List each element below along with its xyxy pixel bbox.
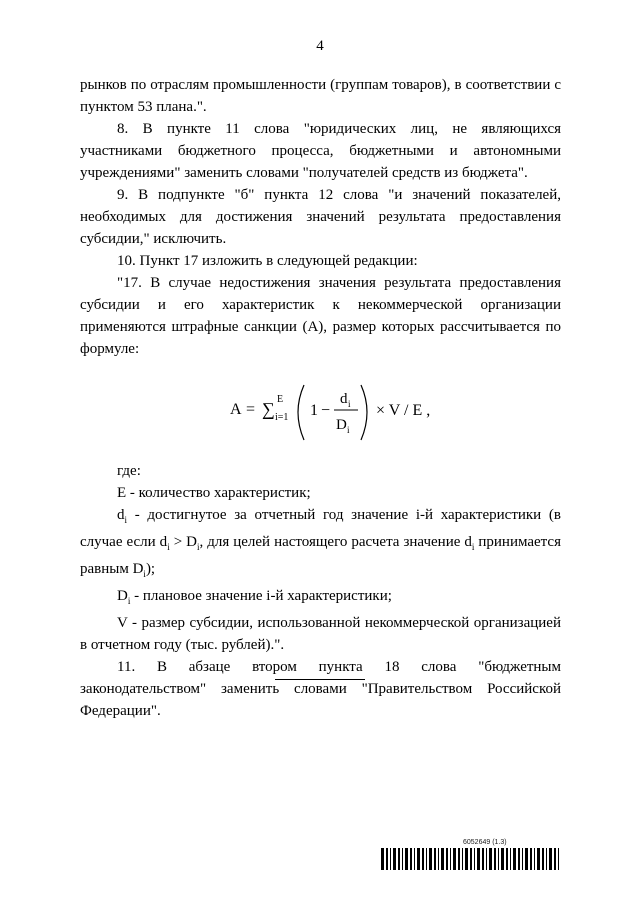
barcode-bar <box>482 848 484 870</box>
barcode-bar <box>390 848 391 870</box>
document-code: 6052649 (1.3) <box>463 839 507 846</box>
formula-left-paren <box>298 385 304 440</box>
end-separator-line <box>275 679 365 680</box>
formula-equals: = <box>246 401 256 418</box>
paragraph-where: где: <box>117 463 141 479</box>
barcode-bar <box>525 848 528 870</box>
def-dplan-text: - плановое значение i-й характеристики; <box>130 588 392 604</box>
barcode-bar <box>522 848 523 870</box>
document-body <box>80 74 561 722</box>
paragraph-item-8: 8. В пункте 11 слова "юридических лиц, не являющихся участниками бюджетного процесса, бюджетными и автономными учреждениями" заменить словами "получателей средств из бюджета". <box>80 121 561 181</box>
barcode-bar <box>470 848 472 870</box>
formula-sum-lower: i=1 <box>275 412 289 423</box>
def-d-text-5: ); <box>145 561 156 577</box>
paragraph-def-v: V - размер субсидии, использованной некоммерческой организацией в отчетном году (тыс. рублей).". <box>80 615 561 653</box>
def-d-sub-5: i <box>143 569 146 579</box>
barcode-bar <box>501 848 504 870</box>
barcode <box>381 848 561 870</box>
barcode-bar <box>554 848 556 870</box>
barcode-bar <box>414 848 415 870</box>
formula-lhs: A <box>230 401 242 418</box>
barcode-bar <box>486 848 487 870</box>
def-d-sub-3: i <box>196 542 200 552</box>
formula-times-ve: × V / E , <box>376 402 431 419</box>
barcode-bar <box>450 848 451 870</box>
formula-one: 1 <box>310 402 318 419</box>
barcode-bar <box>453 848 456 870</box>
barcode-bar <box>506 848 508 870</box>
def-d-sub-4: i <box>471 542 475 552</box>
penalty-formula <box>80 360 561 460</box>
barcode-bar <box>422 848 424 870</box>
def-dplan-symbol: D <box>117 588 128 604</box>
barcode-bar <box>381 848 384 870</box>
paragraph-item-11: 11. В абзаце втором пункта 18 слова "бюджетным законодательством" заменить словами "Правительством Российской Федерации". <box>80 659 561 719</box>
formula-sum-upper: E <box>277 394 284 405</box>
paragraph-item-9: 9. В подпункте "б" пункта 12 слова "и значений показателей, необходимых для достижения значений результата предоставления субсидии," исключить. <box>80 187 561 247</box>
paragraph-continuation: рынков по отраслям промышленности (группам товаров), в соответствии с пунктом 53 плана.". <box>80 77 561 115</box>
barcode-bar <box>513 848 516 870</box>
def-dplan-sub: i <box>127 596 131 606</box>
formula-denominator: D <box>336 417 347 433</box>
def-d-text-2: > D <box>169 534 197 550</box>
barcode-bar <box>429 848 432 870</box>
paragraph-item-10: 10. Пункт 17 изложить в следующей редакции: <box>117 253 418 269</box>
barcode-bar <box>558 848 559 870</box>
barcode-bar <box>393 848 396 870</box>
barcode-bar <box>458 848 460 870</box>
barcode-bar <box>530 848 532 870</box>
def-d-text-3: , для целей настоящего расчета значение d <box>199 534 472 550</box>
barcode-bar <box>426 848 427 870</box>
def-d-sub-1: i <box>124 515 128 525</box>
def-d-text-4: принимается равным D <box>80 534 561 577</box>
formula-graphic <box>230 380 450 450</box>
barcode-bar <box>546 848 547 870</box>
barcode-bar <box>534 848 535 870</box>
formula-numerator: d <box>340 391 348 407</box>
barcode-bar <box>446 848 448 870</box>
barcode-bar <box>441 848 444 870</box>
paragraph-def-dplan <box>80 585 561 612</box>
barcode-bar <box>410 848 412 870</box>
page-number: 4 <box>316 38 324 54</box>
barcode-bar <box>549 848 552 870</box>
barcode-bar <box>494 848 496 870</box>
barcode-bar <box>438 848 439 870</box>
formula-denominator-sub: i <box>347 425 350 435</box>
barcode-bar <box>405 848 408 870</box>
formula-numerator-sub: i <box>348 399 351 409</box>
barcode-bar <box>510 848 511 870</box>
barcode-bar <box>462 848 463 870</box>
barcode-bar <box>542 848 544 870</box>
barcode-bar <box>489 848 492 870</box>
barcode-bar <box>417 848 420 870</box>
barcode-bar <box>386 848 388 870</box>
def-d-symbol: d <box>117 507 125 523</box>
barcode-bar <box>498 848 499 870</box>
def-d-text-1: - достигнутое за отчетный год значение i-й характеристики (в случае если d <box>80 507 561 550</box>
barcode-bar <box>537 848 540 870</box>
paragraph-item-17-text: "17. В случае недостижения значения результата предоставления субсидии и его характеристик к некоммерческой организации применяются штрафные санкции (А), размер которых рассчитывается по формуле: <box>80 275 561 357</box>
barcode-bar <box>474 848 475 870</box>
barcode-bar <box>398 848 400 870</box>
barcode-bar <box>477 848 480 870</box>
barcode-bar <box>518 848 520 870</box>
paragraph-def-d <box>80 504 561 585</box>
paragraph-def-e: E - количество характеристик; <box>117 485 311 501</box>
barcode-bar <box>402 848 403 870</box>
formula-minus: − <box>321 402 331 419</box>
def-d-sub-2: i <box>167 542 170 552</box>
barcode-bar <box>465 848 468 870</box>
formula-sum-sign: ∑ <box>262 399 275 419</box>
formula-right-paren <box>361 385 367 440</box>
barcode-bar <box>434 848 436 870</box>
